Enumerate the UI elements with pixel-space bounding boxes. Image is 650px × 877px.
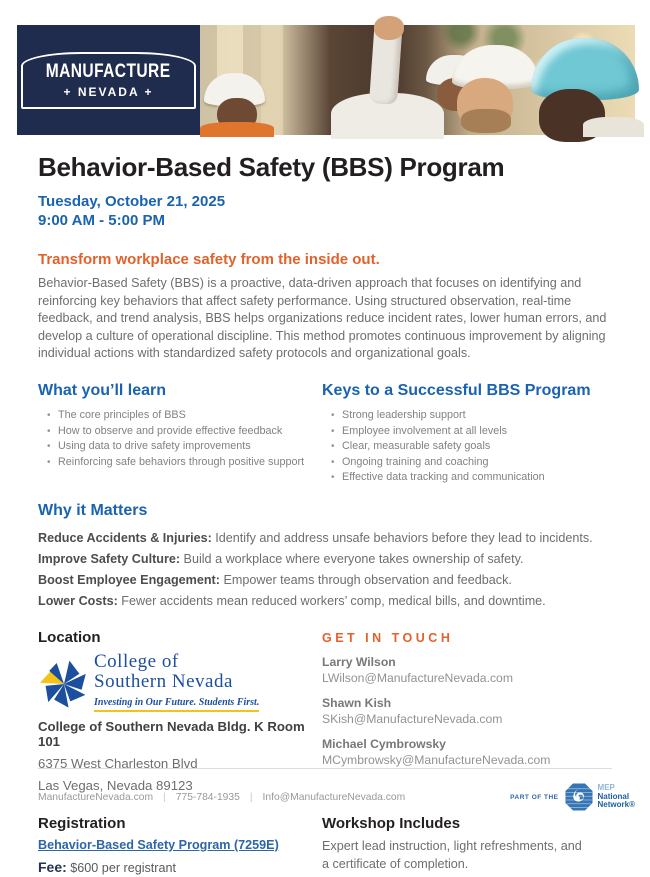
list-item: • Using data to drive safety improvements — [38, 439, 322, 455]
keys-heading: Keys to a Successful BBS Program — [322, 381, 591, 399]
why-items — [38, 528, 612, 612]
registration-link[interactable]: Behavior-Based Safety Program (7259E) — [38, 837, 279, 852]
keys-list — [322, 408, 612, 486]
footer-separator: | — [163, 791, 166, 803]
keys-section — [322, 382, 612, 486]
contact-email: LWilson@ManufactureNevada.com — [322, 670, 513, 685]
header — [17, 25, 635, 135]
why-item-text: Build a workplace where everyone takes ownership of safety. — [180, 551, 524, 566]
hero-photo — [200, 25, 635, 135]
list-item: • How to observe and provide effective feedback — [38, 424, 322, 440]
mep-lockup — [510, 782, 635, 812]
venue-name: College of Southern Nevada Bldg. K Room 101 — [38, 718, 305, 749]
list-item: • Effective data tracking and communication — [322, 470, 612, 486]
list-item: • Reinforcing safe behaviors through positive support — [38, 455, 322, 471]
why-section — [38, 502, 612, 612]
address-line2: Las Vegas, Nevada 89123 — [38, 777, 193, 793]
csn-tagline: Investing in Our Future. Students First. — [94, 697, 259, 712]
footer-phone: 775-784-1935 — [175, 791, 240, 803]
why-item-text: Fewer accidents mean reduced workers’ comp, medical bills, and downtime. — [117, 593, 546, 608]
contact-person — [322, 736, 612, 768]
why-item-lead: Improve Safety Culture: — [38, 551, 181, 566]
get-in-touch-heading: GET IN TOUCH — [322, 630, 454, 645]
footer-website: ManufactureNevada.com — [38, 791, 154, 803]
learn-section — [38, 382, 322, 486]
workshop-heading: Workshop Includes — [322, 814, 461, 832]
list-item: • Clear, measurable safety goals — [322, 439, 612, 455]
lists-row — [38, 382, 612, 486]
csn-wordmark — [94, 652, 259, 712]
mep-wordmark — [598, 784, 635, 810]
raised-hand — [374, 16, 404, 40]
workshop-section — [322, 815, 612, 877]
footer-divider — [38, 768, 612, 769]
logo-badge — [21, 52, 195, 109]
list-item: • Ongoing training and coaching — [322, 455, 612, 471]
contact-person — [322, 654, 612, 686]
list-item: • Employee involvement at all levels — [322, 424, 612, 440]
page-title: Behavior-Based Safety (BBS) Program — [38, 152, 505, 182]
fee-label: Fee: — [38, 858, 67, 875]
contact-name: Shawn Kish — [322, 695, 392, 710]
registration-workshop-row — [38, 815, 612, 877]
csn-star-icon — [38, 656, 90, 712]
intro-paragraph: Behavior-Based Safety (BBS) is a proactive, data-driven approach that focuses on identifying and reinforcing key behaviors that affect safety performance. Using structured observation, real-time feedback, and trend analysis, BBS helps organizations reduce incident rates, lower human errors, and develop a culture of operational discipline. This method promotes continuous improvement by aligning individual actions with standardized safety protocols and organizational goals. — [38, 276, 607, 361]
learn-list — [38, 408, 322, 470]
contact-email: SKish@ManufactureNevada.com — [322, 711, 503, 726]
why-item — [38, 549, 612, 570]
contact-person — [322, 695, 612, 727]
logo-wordmark: MANUFACTURE — [46, 60, 171, 82]
logo-subtext: + NEVADA + — [63, 84, 154, 99]
why-item — [38, 591, 612, 612]
photo-window-strip — [261, 25, 283, 135]
footer-separator: | — [249, 791, 253, 803]
list-item: • The core principles of BBS — [38, 408, 322, 424]
footer — [38, 782, 635, 812]
why-item-lead: Boost Employee Engagement: — [38, 572, 220, 587]
worker-beard — [461, 109, 511, 133]
registration-section — [38, 815, 322, 877]
why-item-lead: Reduce Accidents & Injuries: — [38, 530, 212, 545]
fee-line — [38, 859, 322, 877]
why-item-lead: Lower Costs: — [38, 593, 118, 608]
manufacture-nevada-logo — [17, 25, 200, 135]
fee-value: $600 per registrant — [66, 860, 177, 875]
contact-email: MCymbrowsky@ManufactureNevada.com — [322, 752, 551, 767]
csn-name-line1: College of — [94, 650, 179, 672]
part-of-the-label: PART OF THE — [510, 793, 559, 801]
learn-heading: What you’ll learn — [38, 381, 167, 399]
why-heading: Why it Matters — [38, 501, 148, 519]
csn-name-line2: Southern Nevada — [94, 670, 233, 692]
footer-email: Info@ManufactureNevada.com — [262, 791, 406, 803]
workshop-text: Expert lead instruction, light refreshments, and a certificate of completion. — [322, 838, 582, 871]
why-item — [38, 570, 612, 591]
intro-headline: Transform workplace safety from the inside out. — [38, 251, 380, 268]
event-date: Tuesday, October 21, 2025 — [38, 193, 226, 210]
mep-line3: Network® — [597, 800, 635, 810]
csn-logo — [38, 652, 322, 712]
list-item: • Strong leadership support — [322, 408, 612, 424]
mep-line2: National — [597, 791, 630, 801]
mep-globe-icon — [564, 782, 594, 812]
main-content — [38, 135, 612, 877]
why-item — [38, 528, 612, 549]
mep-line1: MEP — [597, 783, 615, 793]
contact-name: Larry Wilson — [322, 654, 396, 669]
why-item-text: Identify and address unsafe behaviors before they lead to incidents. — [211, 530, 593, 545]
registration-heading: Registration — [38, 814, 126, 832]
why-item-text: Empower teams through observation and feedback. — [219, 572, 512, 587]
contact-section — [322, 629, 612, 797]
location-heading: Location — [38, 628, 101, 646]
event-when — [38, 192, 612, 230]
location-contact-row — [38, 629, 612, 797]
contact-name: Michael Cymbrowsky — [322, 736, 446, 751]
location-section — [38, 629, 322, 797]
address-line1: 6375 West Charleston Blvd — [38, 755, 198, 771]
footer-links — [38, 792, 405, 803]
event-time: 9:00 AM - 5:00 PM — [38, 212, 165, 229]
